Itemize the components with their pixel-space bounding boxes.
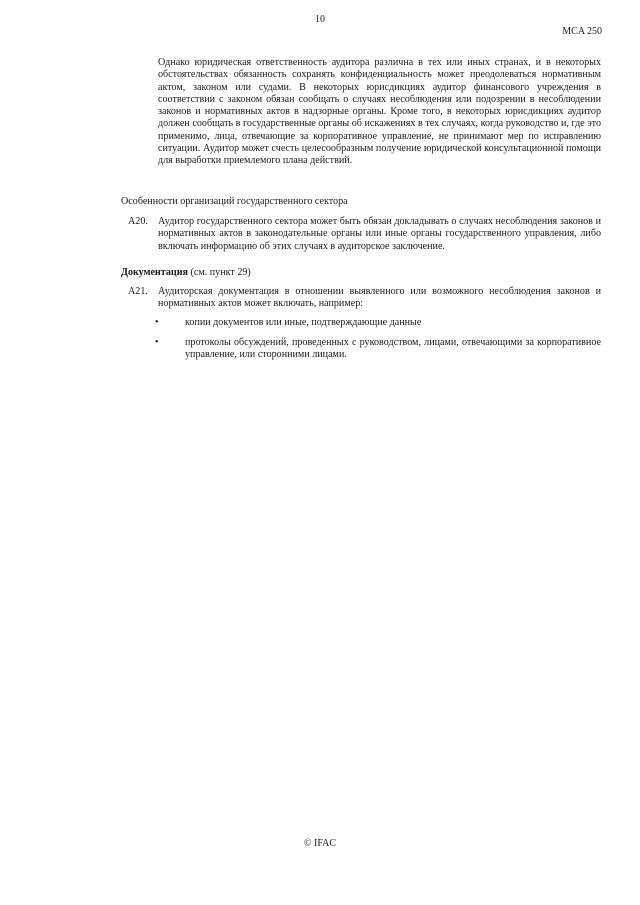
paragraph-number: A20. xyxy=(128,216,148,227)
list-item-text: копии документов или иные, подтверждающие данные xyxy=(185,317,422,328)
document-code: MCA 250 xyxy=(562,26,602,37)
section-heading-documentation xyxy=(121,267,251,278)
paragraph-number: A21. xyxy=(128,286,148,297)
paragraph-a21 xyxy=(128,286,601,311)
paragraph-text: Аудитор государственного сектора может быть обязан докладывать о случаях несоблюдения законов и нормативных актов в законодательные органы или иные органы государственного управления, либо включать информацию об этих случаях в аудиторское заключение. xyxy=(158,216,601,252)
list-item-text: протоколы обсуждений, проведенных с руководством, лицами, отвечающими за корпоративное управление, или сторонними лицами. xyxy=(185,337,601,361)
copyright-footer: © IFAC xyxy=(303,838,337,849)
bullet-icon: • xyxy=(155,317,159,328)
paragraph-text: Аудиторская документация в отношении выявленного или возможного несоблюдения законов и нормативных актов может включать, например: xyxy=(158,286,601,310)
paragraph-a20 xyxy=(128,216,601,253)
list-item xyxy=(155,337,601,362)
bullet-icon: • xyxy=(155,337,159,348)
section-heading-public-sector: Особенности организаций государственного сектора xyxy=(121,196,348,207)
list-item xyxy=(155,317,601,329)
heading-title: Документация xyxy=(121,267,188,278)
page-number: 10 xyxy=(315,14,325,25)
heading-reference: (см. пункт 29) xyxy=(187,267,251,278)
intro-paragraph: Однако юридическая ответственность аудитора различна в тех или иных странах, и в некоторых обстоятельствах обязанность сохранять конфиденциальность может преодолеваться нормативным актом, законом или судами. В некоторых юрисдикциях аудитор финансового учреждения в соответствии с законом обязан сообщать о случаях несоблюдения или подозрении в несоблюдении законов и нормативных актов в надзорные органы. Кроме того, в некоторых юрисдикциях аудитор должен сообщать в государственные органы об искажениях в тех случаях, когда руководство и, где это применимо, лица, отвечающие за корпоративное управление, не принимают мер по исправлению ситуации. Аудитор может счесть целесообразным получение юридической консультационной помощи для выработки приемлемого плана действий. xyxy=(158,57,601,167)
